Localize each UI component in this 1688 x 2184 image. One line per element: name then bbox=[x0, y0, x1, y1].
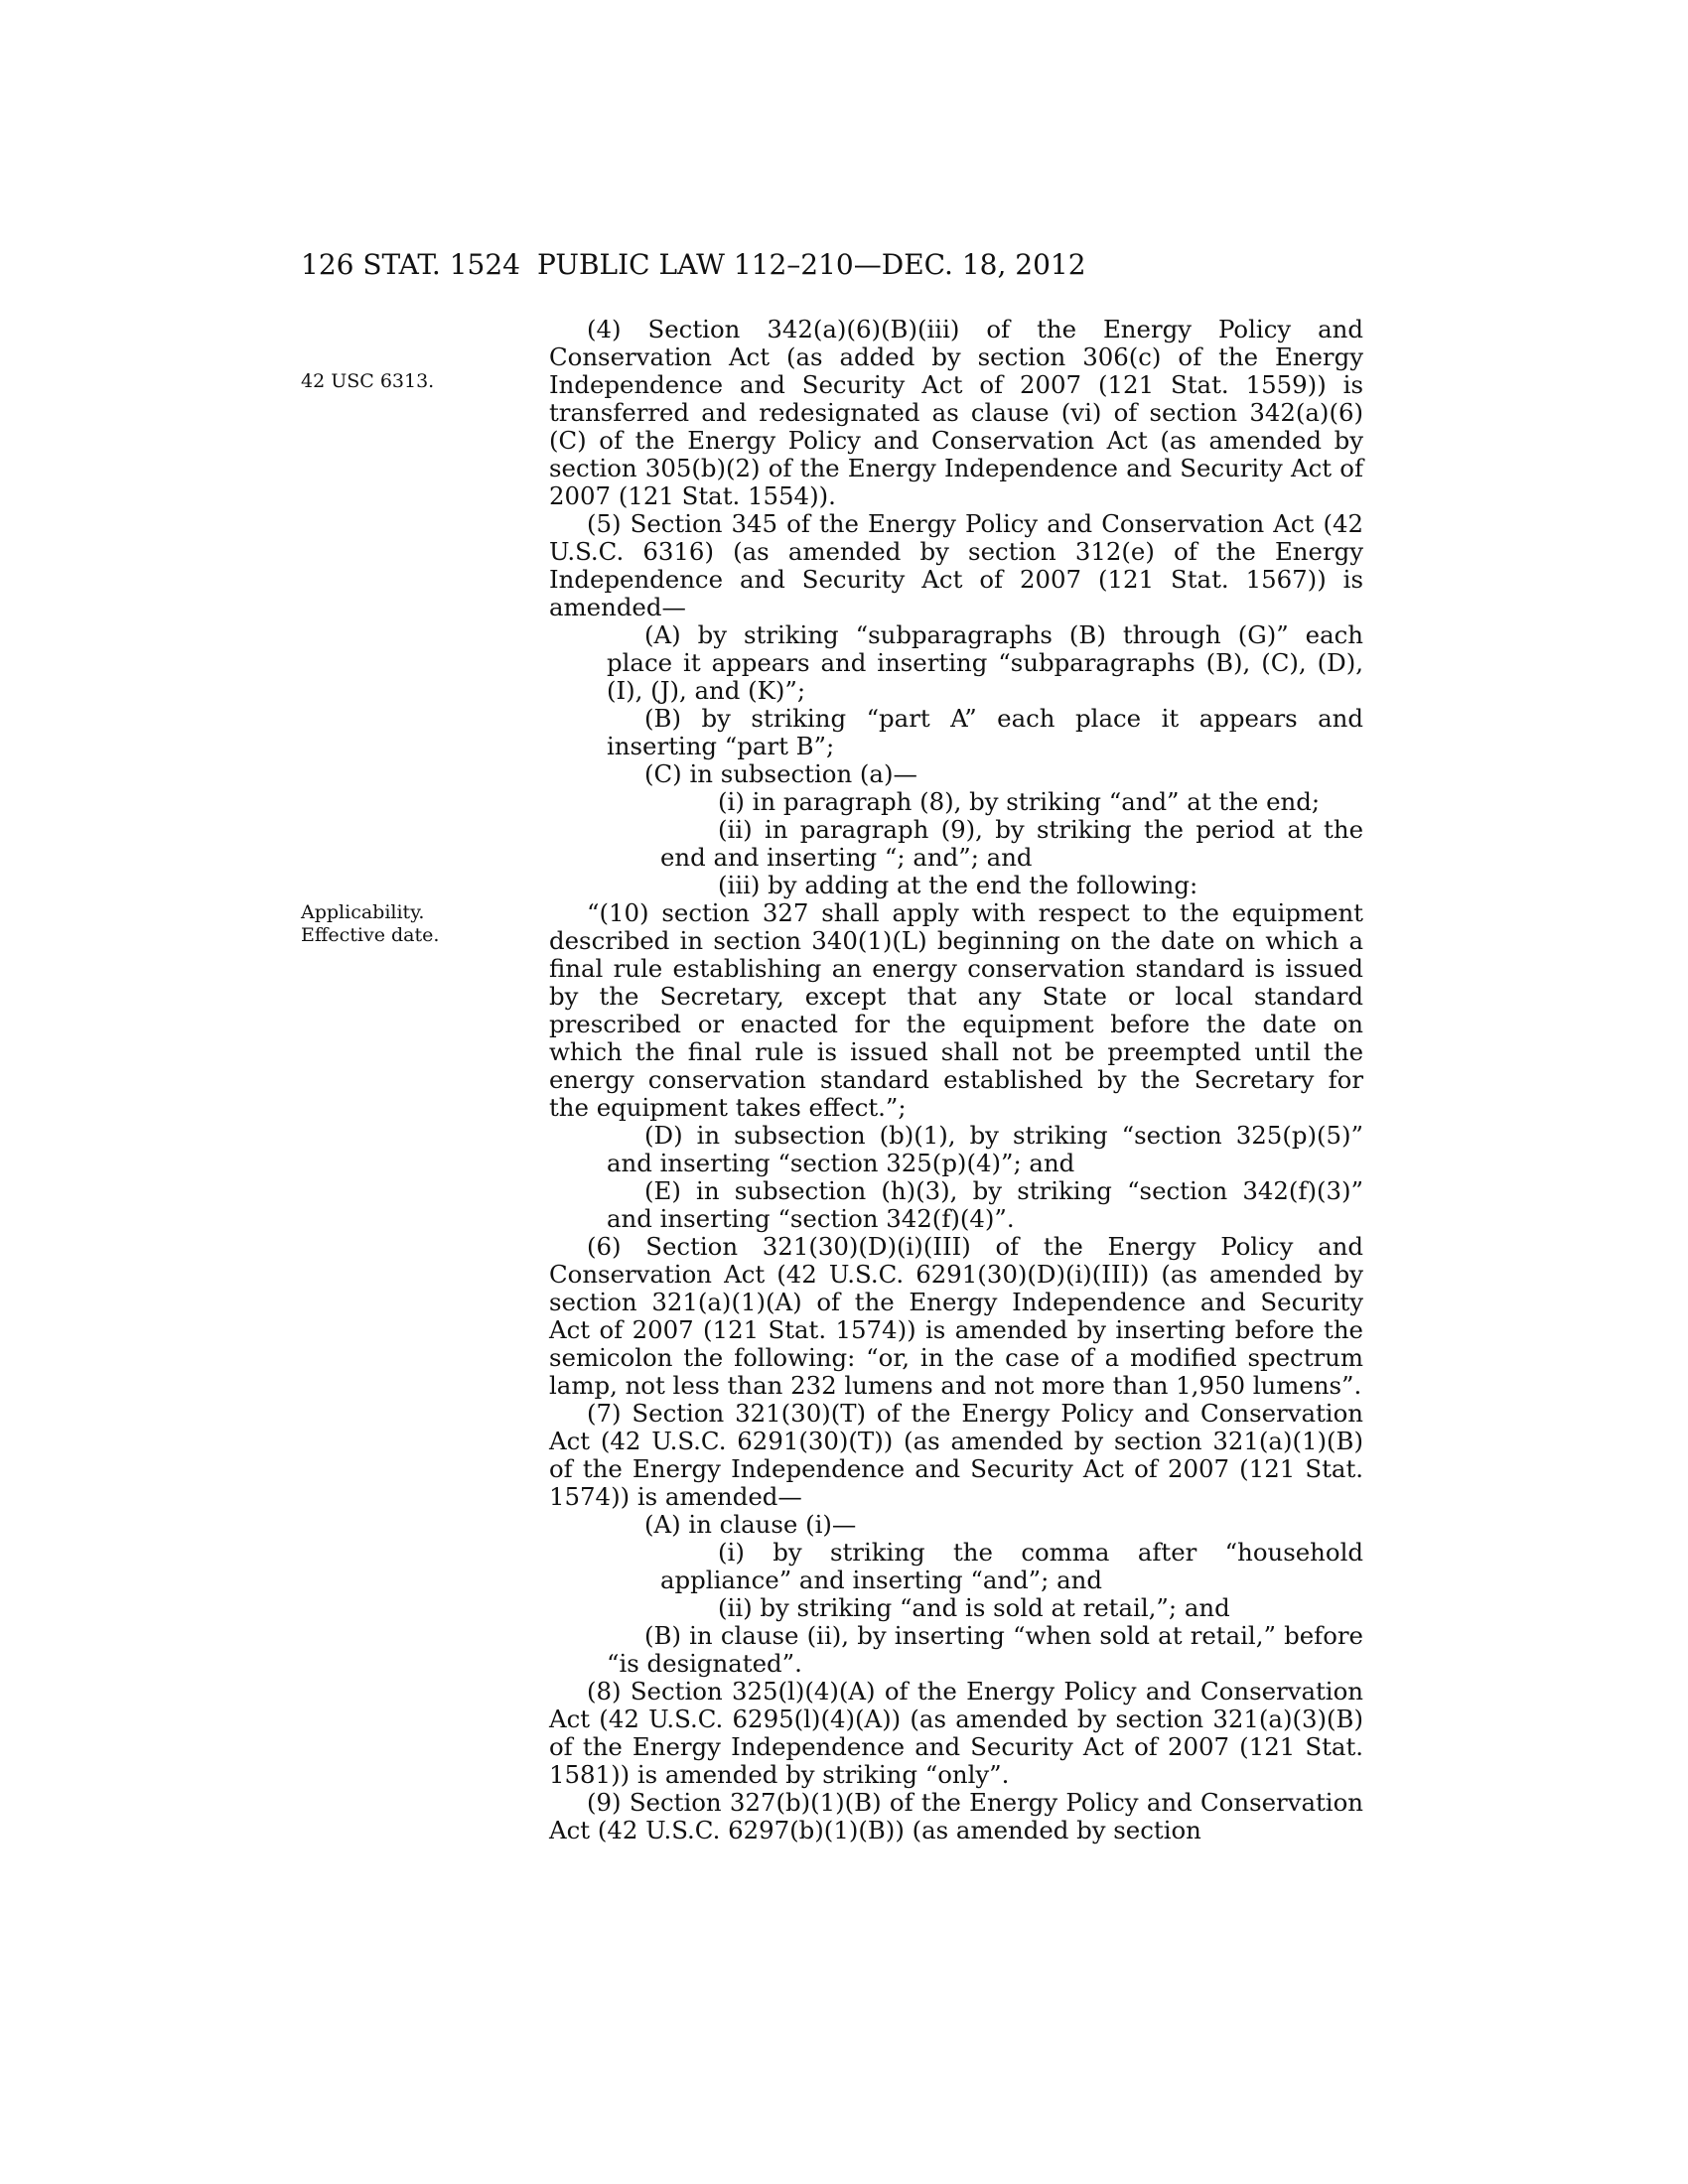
document-body bbox=[549, 316, 1363, 1844]
subparagraph-5A: (A) by striking “subparagraphs (B) through (G)” each place it appears and inserting “subparagraphs (B), (C), (D), (I), (J), and (K)”; bbox=[607, 620, 1363, 705]
stat-reference: 126 STAT. 1524 bbox=[301, 248, 520, 281]
law-title: PUBLIC LAW 112–210—DEC. 18, 2012 bbox=[537, 248, 1086, 281]
effective-date-label: Effective date. bbox=[301, 924, 440, 946]
subparagraph-5E: (E) in subsection (h)(3), by striking “section 342(f)(3)” and inserting “section 342(f)(4)”. bbox=[607, 1176, 1363, 1233]
paragraph-4: (4) Section 342(a)(6)(B)(iii) of the Energy Policy and Conservation Act (as added by section 306(c) of the Energy Independence and Security Act of 2007 (121 Stat. 1559)) is transferred and redesignated as clause (vi) of section 342(a)(6)(C) of the Energy Policy and Conservation Act (as amended by section 305(b)(2) of the Energy Independence and Security Act of 2007 (121 Stat. 1554)). bbox=[549, 315, 1363, 510]
paragraph-5: (5) Section 345 of the Energy Policy and Conservation Act (42 U.S.C. 6316) (as amended by section 312(e) of the Energy Independence and Security Act of 2007 (121 Stat. 1567)) is amended— bbox=[549, 509, 1363, 621]
clause-5Cii: (ii) in paragraph (9), by striking the period at the end and inserting “; and”; and bbox=[660, 815, 1363, 872]
paragraph-7: (7) Section 321(30)(T) of the Energy Policy and Conservation Act (42 U.S.C. 6291(30)(T)) (as amended by section 321(a)(1)(B) of the Energy Independence and Security Act of 2007 (121 Stat. 1574)) is amended— bbox=[549, 1399, 1363, 1511]
subparagraph-5D: (D) in subsection (b)(1), by striking “section 325(p)(5)” and inserting “section 325(p)(4)”; and bbox=[607, 1121, 1363, 1177]
subparagraph-5C: (C) in subsection (a)— bbox=[644, 759, 917, 788]
clause-7Ai: (i) by striking the comma after “household appliance” and inserting “and”; and bbox=[660, 1538, 1363, 1594]
margin-note-applicability bbox=[301, 901, 460, 947]
clause-5Ciii: (iii) by adding at the end the following: bbox=[718, 871, 1198, 899]
subparagraph-7B: (B) in clause (ii), by inserting “when sold at retail,” before “is designated”. bbox=[607, 1621, 1363, 1678]
subparagraph-5B: (B) by striking “part A” each place it appears and inserting “part B”; bbox=[607, 704, 1363, 760]
paragraph-8: (8) Section 325(l)(4)(A) of the Energy Policy and Conservation Act (42 U.S.C. 6295(l)(4)(A)) (as amended by section 321(a)(3)(B) of the Energy Independence and Security Act of 2007 (121 Stat. 1581)) is amended by striking “only”. bbox=[549, 1677, 1363, 1789]
margin-note-usc: 42 USC 6313. bbox=[301, 370, 435, 392]
applicability-label: Applicability. bbox=[301, 901, 425, 923]
clause-7Aii: (ii) by striking “and is sold at retail,”; and bbox=[718, 1593, 1230, 1622]
paragraph-9: (9) Section 327(b)(1)(B) of the Energy Policy and Conservation Act (42 U.S.C. 6297(b)(1)(B)) (as amended by section bbox=[549, 1788, 1363, 1844]
paragraph-6: (6) Section 321(30)(D)(i)(III) of the Energy Policy and Conservation Act (42 U.S.C. 6291(30)(D)(i)(III)) (as amended by section 321(a)(1)(A) of the Energy Independence and Security Act of 2007 (121 Stat. 1574)) is amended by inserting before the semicolon the following: “or, in the case of a modified spectrum lamp, not less than 232 lumens and not more than 1,950 lumens”. bbox=[549, 1232, 1363, 1400]
quoted-paragraph-10: “(10) section 327 shall apply with respect to the equipment described in section 340(1)(L) beginning on the date on which a final rule establishing an energy conservation standard is issued by the Secretary, except that any State or local standard prescribed or enacted for the equipment before the date on which the final rule is issued shall not be preempted until the energy conservation standard established by the Secretary for the equipment takes effect.”; bbox=[549, 898, 1363, 1122]
page-header bbox=[301, 248, 1365, 288]
clause-5Ci: (i) in paragraph (8), by striking “and” at the end; bbox=[718, 787, 1321, 816]
subparagraph-7A: (A) in clause (i)— bbox=[644, 1510, 857, 1539]
